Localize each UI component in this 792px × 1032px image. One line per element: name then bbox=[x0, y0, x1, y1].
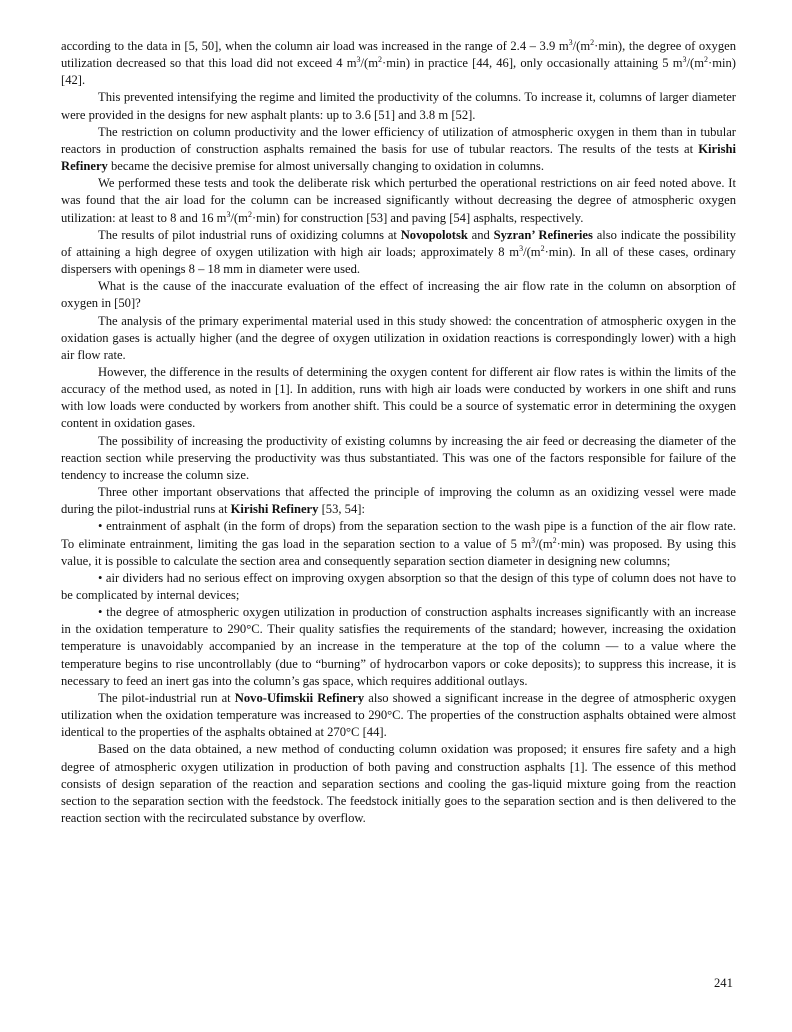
bold-name: Kirishi Refinery bbox=[61, 141, 736, 174]
text-run: ·min) in practice [44, 46], only occasionally attaining 5 m bbox=[382, 56, 683, 71]
bold-name: Kirishi Refinery bbox=[230, 502, 319, 517]
bullet-paragraph bbox=[61, 604, 736, 690]
text-run: However, the difference in the results of determining the oxygen content for different air flow rates is within the limits of the accuracy of the method used, as noted in [1]. In addition, runs with high air loads were conducted by workers in one shift and runs with low loads were conducted by workers from another shift. This could be a source of systematic error in determining the oxygen content in oxidation gases. bbox=[61, 364, 736, 431]
paragraph bbox=[61, 741, 736, 827]
superscript: 2 bbox=[378, 55, 383, 65]
paragraph bbox=[61, 227, 736, 278]
text-run: became the decisive premise for almost universally changing to oxidation in columns. bbox=[107, 159, 544, 174]
page-number: 241 bbox=[714, 976, 733, 990]
text-run: /(m bbox=[535, 536, 553, 551]
text-run: [53, 54]: bbox=[318, 502, 365, 517]
superscript: 2 bbox=[704, 55, 709, 65]
paragraph bbox=[61, 484, 736, 518]
superscript: 3 bbox=[531, 535, 536, 545]
text-run: We performed these tests and took the deliberate risk which perturbed the operational restrictions on air feed noted above. It was found that the air load for the column can be increased significantly without decreasing the degree of atmospheric oxygen utilization: at least to 8 and 16 m bbox=[61, 176, 736, 225]
superscript: 3 bbox=[682, 55, 687, 65]
text-run: /(m bbox=[572, 39, 591, 53]
text-run: /(m bbox=[230, 210, 248, 225]
paragraph bbox=[61, 124, 736, 175]
paragraph bbox=[61, 313, 736, 364]
page-body-text bbox=[61, 38, 736, 827]
bullet-paragraph bbox=[61, 570, 736, 604]
text-run: The possibility of increasing the productivity of existing columns by increasing the air feed or decreasing the diameter of the reaction section while preserving the productivity was thus substantiated. This was one of the factors responsible for failure of the tendency to increase the column size. bbox=[61, 433, 736, 482]
bold-name: Novopolotsk bbox=[400, 227, 468, 242]
superscript: 2 bbox=[590, 38, 595, 47]
superscript: 3 bbox=[568, 38, 573, 47]
text-run: The pilot-industrial run at bbox=[98, 690, 235, 705]
text-run: ·min) [42]. bbox=[61, 56, 736, 88]
superscript: 2 bbox=[552, 535, 557, 545]
text-run: The results of pilot industrial runs of oxidizing columns at bbox=[98, 227, 401, 242]
paragraph bbox=[61, 364, 736, 433]
paragraph bbox=[61, 89, 736, 123]
text-run: ·min) was proposed. By using this value, it is possible to calculate the section area and consequently separation section diameter in designing new columns; bbox=[61, 536, 736, 568]
text-run: also indicate the possibility of attaining a high degree of oxygen utilization with high air loads; approximately 8 m bbox=[61, 227, 736, 259]
text-run: and bbox=[467, 227, 494, 242]
superscript: 2 bbox=[540, 243, 545, 253]
text-run: Three other important observations that affected the principle of improving the column as an oxidizing vessel were made during the pilot-industrial runs at bbox=[61, 485, 736, 517]
paragraph bbox=[61, 690, 736, 741]
text-run: also showed a significant increase in the degree of atmospheric oxygen utilization when the oxidation temperature was increased to 290°C. The properties of the construction asphalts obtained were almost identical to the properties of the asphalts obtained at 270°C [44]. bbox=[61, 690, 737, 740]
paragraph bbox=[61, 278, 736, 312]
bold-name: Syzran’ Refineries bbox=[493, 227, 593, 242]
bullet-paragraph bbox=[61, 518, 736, 569]
text-run: /(m bbox=[523, 244, 541, 259]
superscript: 3 bbox=[356, 55, 361, 65]
text-run: according to the data in [5, 50], when the column air load was increased in the range of 2.4 – 3.9 m bbox=[61, 39, 569, 53]
text-run: • the degree of atmospheric oxygen utilization in production of construction asphalts increases significantly with an increase in the oxidation temperature to 290°C. Their quality satisfies the requirements of the standard; however, increasing the oxidation temperature is unavoidably accompanied by an increase in the temperature at the top of the column — to a value where the temperature begins to rise uncontrollably (due to “burning” of hydrocarbon vapors or coke deposits); to suppress this increase, it is necessary to feed an inert gas into the column’s gas space, which requires additional outlays. bbox=[61, 605, 736, 688]
text-run: • entrainment of asphalt (in the form of drops) from the separation section to the wash pipe is a function of the air flow rate. To eliminate entrainment, limiting the gas load in the separation section to a value of 5 m bbox=[61, 519, 736, 551]
bold-name: Novo-Ufimskii Refinery bbox=[234, 690, 365, 705]
text-run: /(m bbox=[360, 56, 379, 71]
paragraph bbox=[61, 38, 736, 89]
text-run: What is the cause of the inaccurate evaluation of the effect of increasing the air flow rate in the column on absorption of oxygen in [50]? bbox=[61, 279, 736, 311]
text-run: ·min). In all of these cases, ordinary dispersers with openings 8 – 18 mm in diameter were used. bbox=[61, 244, 736, 277]
text-run: • air dividers had no serious effect on improving oxygen absorption so that the design of this type of column does not have to be complicated by internal devices; bbox=[61, 570, 736, 602]
text-run: This prevented intensifying the regime and limited the productivity of the columns. To increase it, columns of larger diameter were provided in the designs for new asphalt plants: up to 3.6 [51] and 3.8 m [52]. bbox=[61, 90, 736, 122]
paragraph bbox=[61, 433, 736, 484]
superscript: 3 bbox=[519, 243, 524, 253]
superscript: 2 bbox=[247, 209, 252, 219]
paragraph bbox=[61, 175, 736, 226]
text-run: Based on the data obtained, a new method of conducting column oxidation was proposed; it ensures fire safety and a high degree of atmospheric oxygen utilization in production of both paving and construction asphalts [1]. The essence of this method consists of design separation of the reaction and separation sections and cooling the gas-liquid mixture going from the reaction section to the separation section with the feedstock. The feedstock initially goes to the separation section and is then delivered to the reaction section with the recirculated substance by overflow. bbox=[61, 742, 736, 826]
text-run: /(m bbox=[686, 56, 705, 71]
text-run: The analysis of the primary experimental material used in this study showed: the concentration of atmospheric oxygen in the oxidation gases is actually higher (and the degree of oxygen utilization in oxidation reactions is correspondingly lower) with a high air flow rate. bbox=[61, 313, 736, 362]
text-run: ·min) for construction [53] and paving [54] asphalts, respectively. bbox=[251, 210, 584, 225]
text-run: The restriction on column productivity and the lower efficiency of utilization of atmospheric oxygen in them than in tubular reactors in production of construction asphalts remained the basis for use of tubular reactors. The results of the tests at bbox=[61, 124, 736, 156]
text-run: ·min), the degree of oxygen utilization decreased so that this load did not exceed 4 m bbox=[61, 39, 737, 71]
superscript: 3 bbox=[226, 209, 231, 219]
